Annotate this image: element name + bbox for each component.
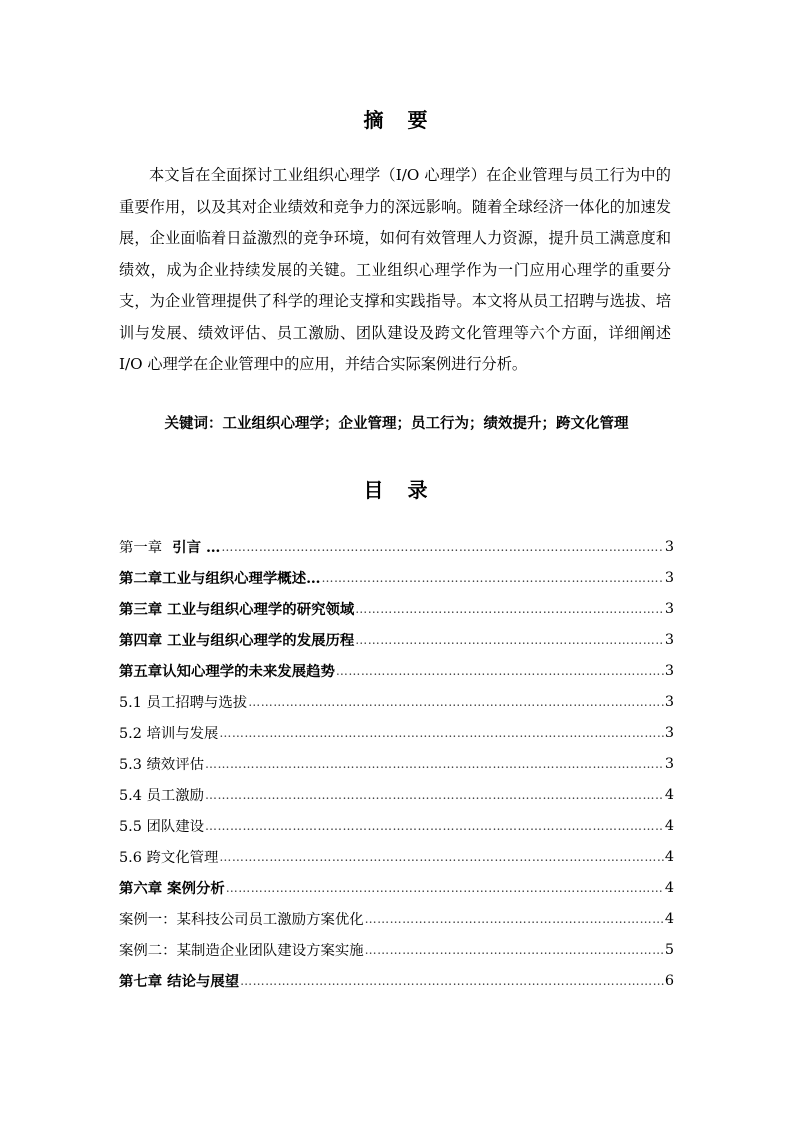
toc-dot-leader <box>365 912 664 926</box>
toc-dot-leader <box>248 695 664 709</box>
toc-page-number: 4 <box>664 879 674 896</box>
toc-entry-label: 第六章 案例分析 <box>119 880 225 897</box>
toc-entry[interactable] <box>119 903 674 934</box>
toc-page-number: 3 <box>664 538 674 555</box>
toc-entry[interactable] <box>119 841 674 872</box>
toc-entry-label: 第五章认知心理学的未来发展趋势 <box>119 663 335 680</box>
toc-dot-leader <box>355 602 664 616</box>
toc-entry-label: 5.4 员工激励 <box>119 788 205 804</box>
toc-dot-leader <box>240 974 664 988</box>
toc-entry[interactable] <box>119 686 674 717</box>
toc-entry[interactable] <box>119 624 674 655</box>
toc-dot-leader <box>205 819 664 833</box>
toc-entry[interactable] <box>119 531 674 562</box>
toc-page-number: 4 <box>664 817 674 834</box>
toc-entry-label: 第二章工业与组织心理学概述… <box>119 570 321 587</box>
keywords-line: 关键词：工业组织心理学；企业管理；员工行为；绩效提升；跨文化管理 <box>164 415 629 432</box>
toc-entry-label: 引言 … <box>172 539 221 556</box>
toc-entry-label: 5.3 绩效评估 <box>119 757 205 773</box>
toc-dot-leader <box>205 757 664 771</box>
toc-page-number: 3 <box>664 631 674 648</box>
toc-entry[interactable] <box>119 562 674 593</box>
toc-dot-leader <box>226 881 664 895</box>
toc-page-number: 3 <box>664 724 674 741</box>
toc-entry[interactable] <box>119 655 674 686</box>
abstract-body: 本文旨在全面探讨工业组织心理学（I/O 心理学）在企业管理与员工行为中的重要作用，以及其对企业绩效和竞争力的深远影响。随着全球经济一体化的加速发展，企业面临着日益激烈的竞争环境，如何有效管理人力资源，提升员工满意度和绩效，成为企业持续发展的关键。工业组织心理学作为一门应用心理学的重要分支，为企业管理提供了科学的理论支撑和实践指导。本文将从员工招聘与选拔、培训与发展、绩效评估、员工激励、团队建设及跨文化管理等六个方面，详细阐述 I/O 心理学在企业管理中的应用，并结合实际案例进行分析。 <box>119 166 671 373</box>
toc-page-number: 3 <box>664 693 674 710</box>
toc-dot-leader <box>219 726 663 740</box>
toc-dot-leader <box>219 850 663 864</box>
toc-entry-label: 5.6 跨文化管理 <box>119 850 219 866</box>
toc-entry-label: 第四章 工业与组织心理学的发展历程 <box>119 632 355 649</box>
toc-page-number: 3 <box>664 755 674 772</box>
toc-entry-label: 5.1 员工招聘与选拔 <box>119 695 248 711</box>
toc-entry-label: 5.5 团队建设 <box>119 819 205 835</box>
toc-entry[interactable] <box>119 934 674 965</box>
toc-entry-label: 第三章 工业与组织心理学的研究领域 <box>119 601 355 618</box>
toc-dot-leader <box>365 943 664 957</box>
toc-entry[interactable] <box>119 965 674 996</box>
abstract-title: 摘 要 <box>363 108 430 132</box>
toc-entry-label: 第七章 结论与展望 <box>119 973 240 990</box>
toc-entry-label: 5.2 培训与发展 <box>119 726 219 742</box>
toc-entry[interactable] <box>119 593 674 624</box>
toc-dot-leader <box>221 540 663 554</box>
toc-dot-leader <box>321 571 663 585</box>
toc-entry-prefix: 第一章 <box>119 540 163 556</box>
toc-page-number: 4 <box>664 910 674 927</box>
toc-entry[interactable] <box>119 872 674 903</box>
table-of-contents <box>119 531 674 996</box>
toc-title: 目 录 <box>363 478 430 502</box>
toc-page-number: 3 <box>664 662 674 679</box>
toc-entry[interactable] <box>119 810 674 841</box>
toc-entry[interactable] <box>119 717 674 748</box>
toc-entry-label: 案例一：某科技公司员工激励方案优化 <box>119 912 364 928</box>
toc-page-number: 4 <box>664 786 674 803</box>
toc-page-number: 5 <box>664 941 674 958</box>
toc-entry-label: 案例二：某制造企业团队建设方案实施 <box>119 943 364 959</box>
toc-page-number: 3 <box>664 600 674 617</box>
toc-dot-leader <box>205 788 664 802</box>
toc-page-number: 3 <box>664 569 674 586</box>
toc-dot-leader <box>336 664 664 678</box>
toc-page-number: 6 <box>664 972 674 989</box>
toc-dot-leader <box>355 633 664 647</box>
toc-page-number: 4 <box>664 848 674 865</box>
toc-entry[interactable] <box>119 779 674 810</box>
toc-entry[interactable] <box>119 748 674 779</box>
